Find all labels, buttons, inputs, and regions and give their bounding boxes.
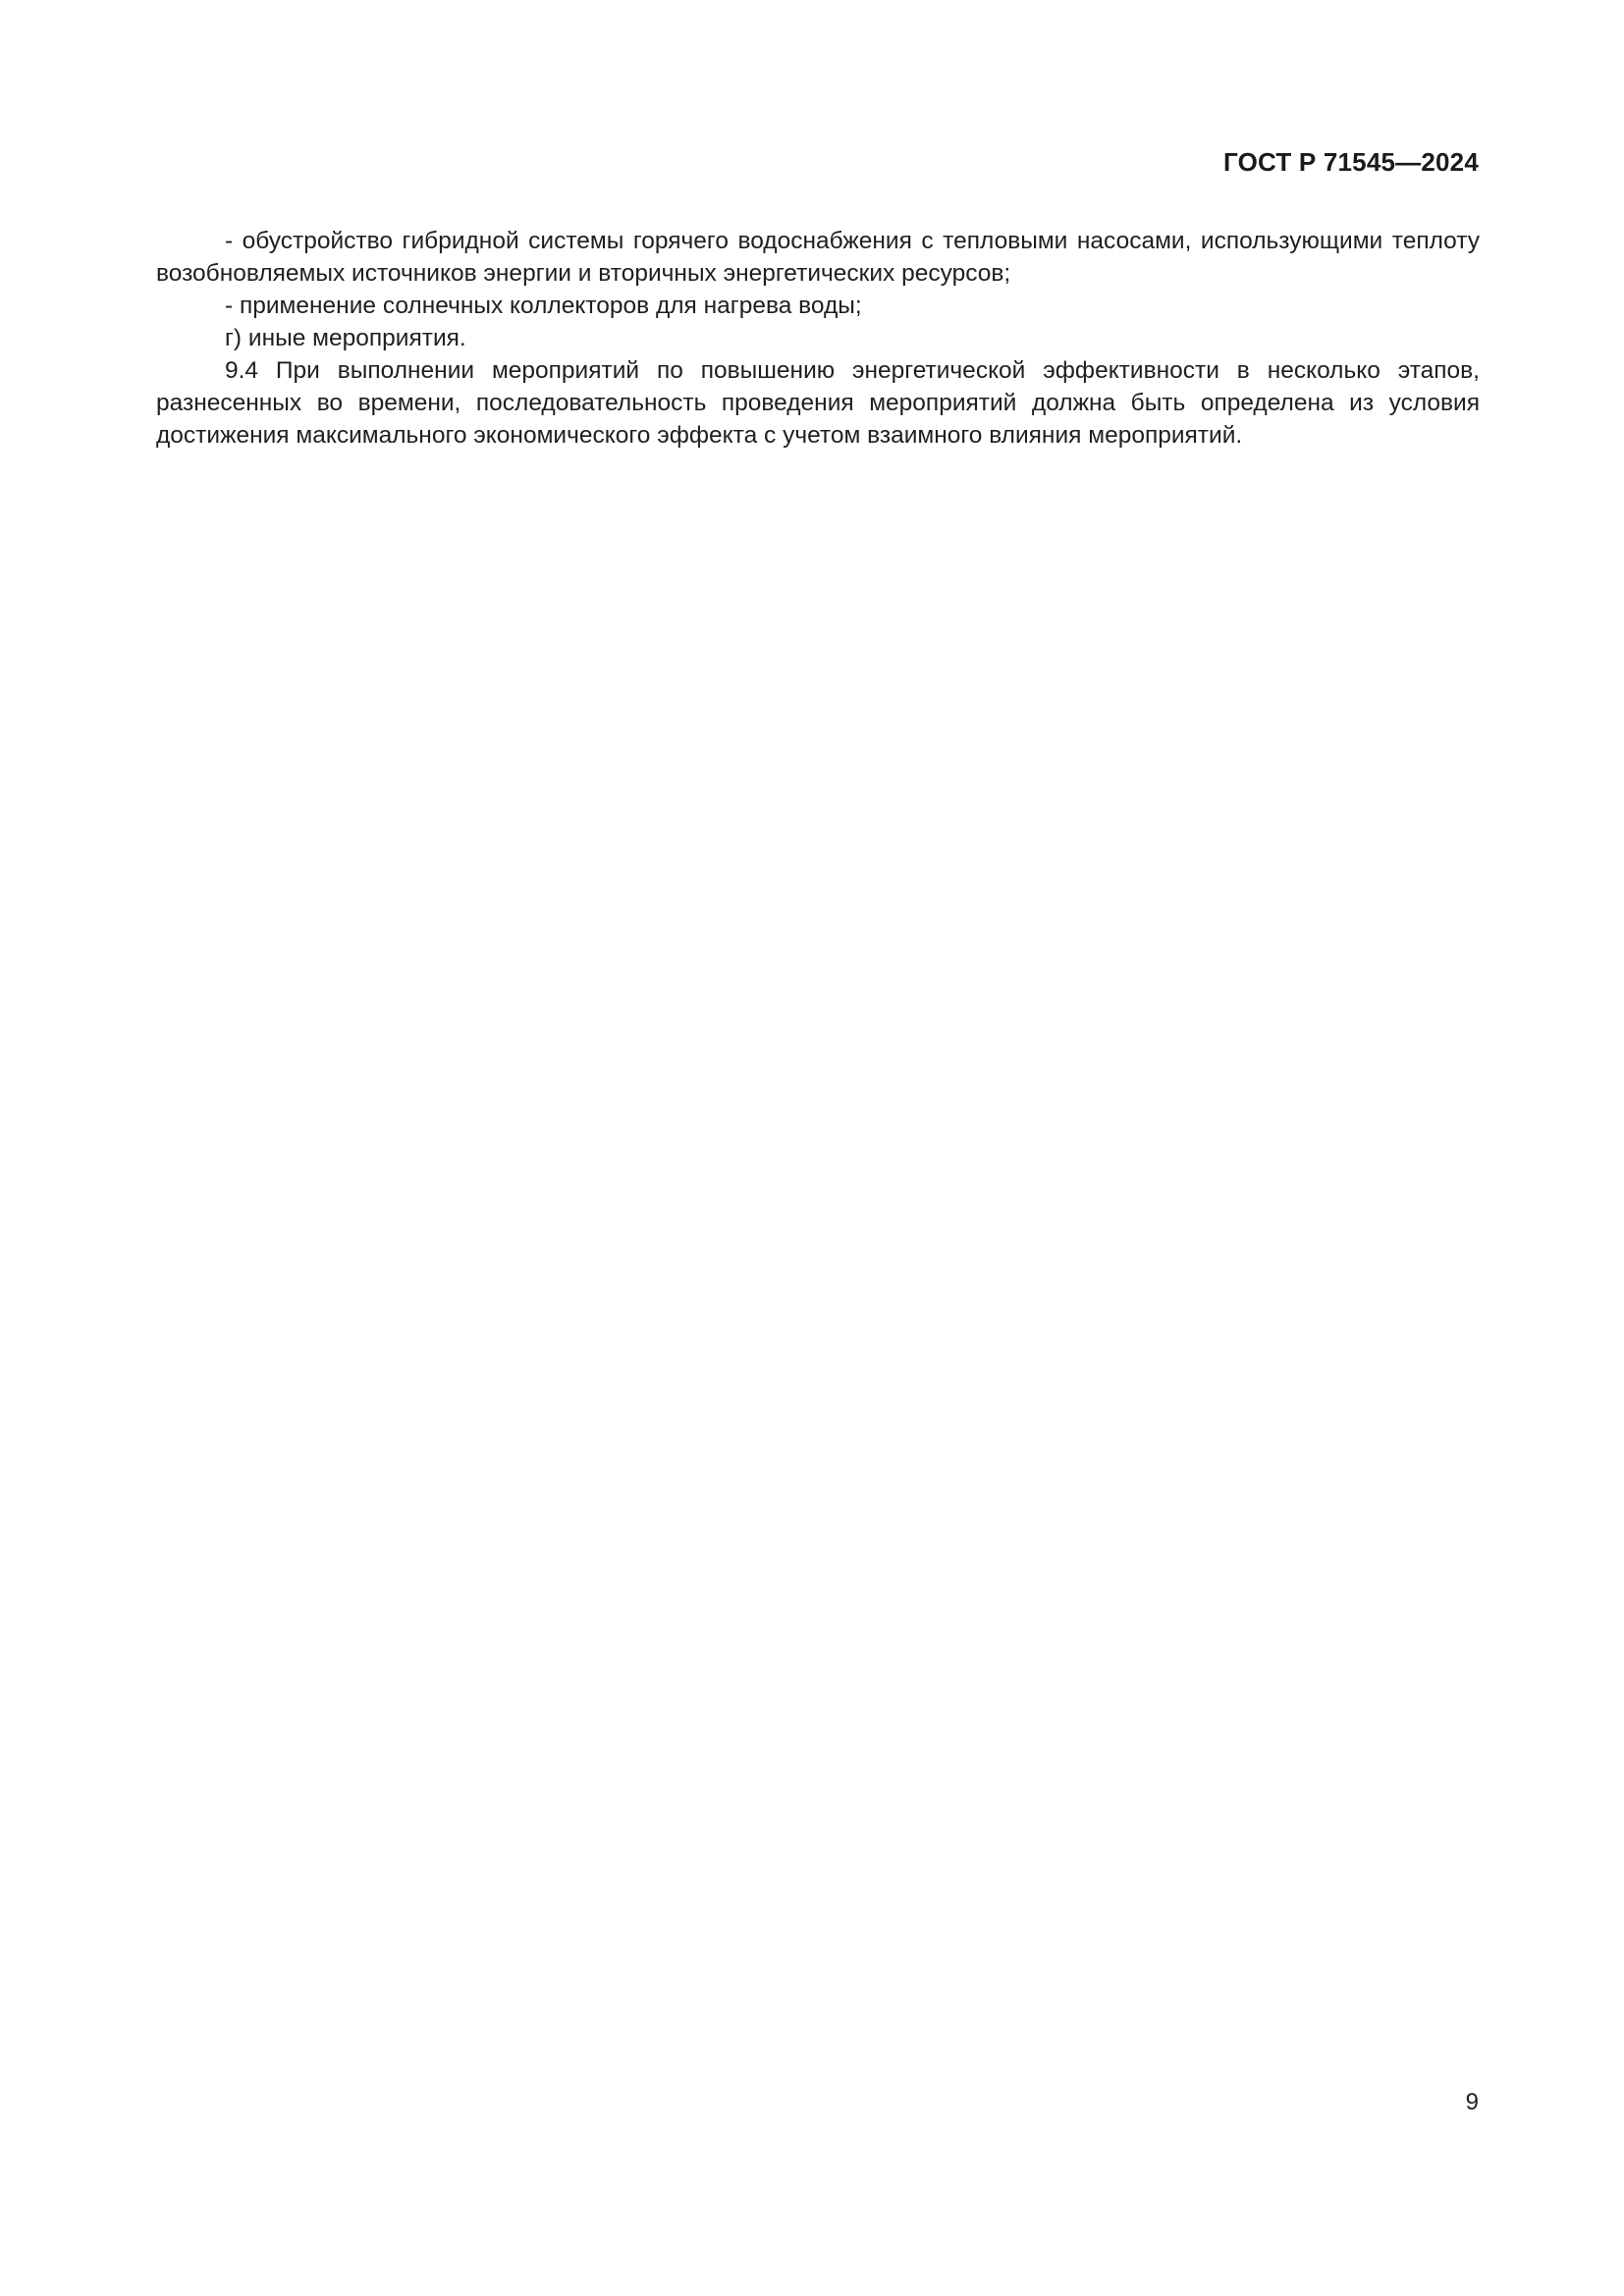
paragraph-section-9-4: 9.4 При выполнении мероприятий по повышению энергетической эффективности в несколько этапов, разнесенных во времени, последовательность проведения мероприятий должна быть определена из условия достижения максимального экономического эффекта с учетом взаимного влияния мероприятий. — [156, 357, 1480, 449]
paragraph-hybrid-hot-water-system: - обустройство гибридной системы горячего водоснабжения с тепловыми насосами, использующими теплоту возобновляемых источников энергии и вторичных энергетических ресурсов; — [156, 228, 1480, 287]
page-number: 9 — [1465, 2089, 1479, 2115]
document-code-header: ГОСТ Р 71545—2024 — [1223, 147, 1479, 177]
paragraph-other-measures: г) иные мероприятия. — [225, 325, 466, 351]
document-body — [156, 225, 1480, 452]
paragraph-solar-collectors: - применение солнечных коллекторов для нагрева воды; — [225, 293, 862, 319]
